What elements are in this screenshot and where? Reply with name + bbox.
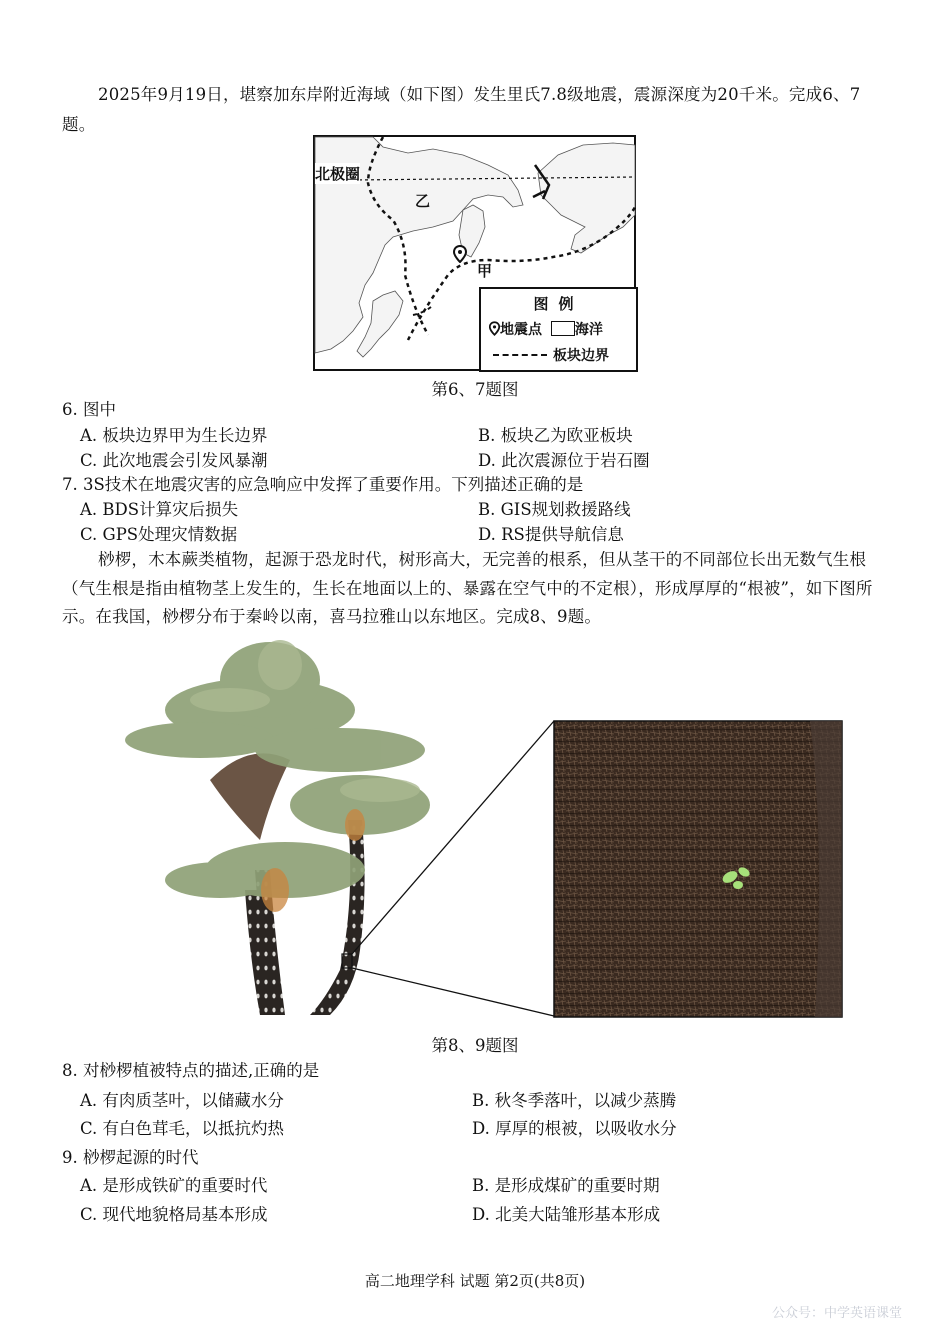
- page-footer: 高二地理学科 试题 第2页(共8页): [364, 1272, 586, 1290]
- legend-ocean-label: 海洋: [574, 322, 603, 338]
- intro-paragraph-1: 2025年9月19日，堪察加东岸附近海域（如下图）发生里氏7.8级地震，震源深度为20千米。完成6、7题。: [62, 85, 861, 134]
- legend-title: 图例: [533, 295, 584, 313]
- frond-skirt: [210, 753, 290, 840]
- earthquake-marker-icon: [453, 245, 467, 263]
- question-7-option-d: D. RS提供导航信息: [478, 525, 624, 544]
- map-legend: [479, 287, 638, 372]
- ocean-swatch-icon: [551, 321, 575, 336]
- watermark: 公众号：中学英语课堂: [771, 1306, 902, 1321]
- question-6-option-a: A. 板块边界甲为生长边界: [80, 426, 268, 445]
- zoom-line-bottom: [352, 968, 554, 1016]
- question-6-stem: 6. 图中: [62, 400, 116, 419]
- tree-fern-figure: [110, 640, 845, 1020]
- location-pin-icon: [489, 321, 500, 336]
- legend-row-boundary: [493, 345, 609, 365]
- intro-paragraph-2: 桫椤，木本蕨类植物，起源于恐龙时代，树形高大，无完善的根系，但从茎干的不同部位长出无数气生根（气生根是指由植物茎上发生的，生长在地面以上的、暴露在空气中的不定根），形成厚厚的“根被”，如下图所示。在我国，桫椤分布于秦岭以南，喜马拉雅山以东地区。完成8、9题。: [62, 550, 873, 626]
- map-label-plate-yi: 乙: [415, 192, 431, 210]
- legend-quake-label: 地震点: [500, 322, 542, 338]
- question-7-stem: 7. 3S技术在地震灾害的应急响应中发挥了重要作用。下列描述正确的是: [62, 475, 584, 494]
- fern-figure-caption: 第8、9题图: [431, 1036, 519, 1055]
- question-9-option-b: B. 是形成煤矿的重要时期: [472, 1176, 660, 1195]
- question-6-option-c: C. 此次地震会引发风暴潮: [80, 451, 268, 470]
- question-8-option-c: C. 有白色茸毛，以抵抗灼热: [80, 1119, 285, 1138]
- question-8-option-d: D. 厚厚的根被，以吸收水分: [472, 1119, 677, 1138]
- question-7-option-a: A. BDS计算灾后损失: [80, 500, 239, 519]
- legend-boundary-label: 板块边界: [553, 348, 609, 364]
- dashed-line-icon: [493, 354, 547, 356]
- legend-row-quake-ocean: [489, 319, 603, 339]
- map-caption: 第6、7题图: [431, 380, 519, 399]
- question-9-stem: 9. 桫椤起源的时代: [62, 1148, 199, 1167]
- question-6-option-b: B. 板块乙为欧亚板块: [478, 426, 633, 445]
- question-9-option-d: D. 北美大陆雏形基本形成: [472, 1205, 661, 1224]
- question-7-option-c: C. GPS处理灾情数据: [80, 525, 238, 544]
- question-8-option-b: B. 秋冬季落叶，以减少蒸腾: [472, 1091, 677, 1110]
- tree-fern-illustration: [110, 640, 845, 1020]
- question-9-option-c: C. 现代地貌格局基本形成: [80, 1205, 268, 1224]
- question-8-stem: 8. 对桫椤植被特点的描述,正确的是: [62, 1061, 320, 1080]
- map-label-boundary-jia: 甲: [477, 262, 493, 280]
- question-9-option-a: A. 是形成铁矿的重要时代: [80, 1176, 268, 1195]
- root-mantle-closeup: [554, 721, 842, 1017]
- question-6-option-d: D. 此次震源位于岩石圈: [478, 451, 650, 470]
- map-label-arctic-circle: 北极圈: [315, 165, 361, 183]
- question-7-option-b: B. GIS规划救援路线: [478, 500, 631, 519]
- question-8-option-a: A. 有肉质茎叶，以储藏水分: [80, 1091, 284, 1110]
